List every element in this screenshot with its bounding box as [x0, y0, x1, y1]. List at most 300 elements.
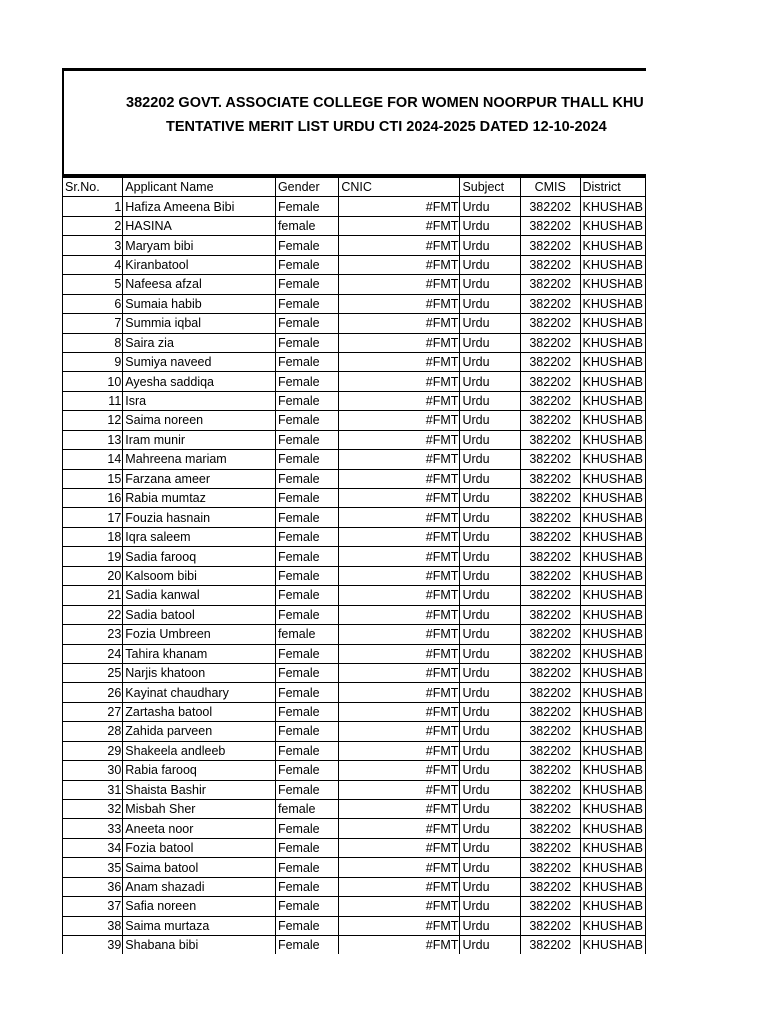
- cmis-cell: 382202: [520, 877, 580, 896]
- gender-cell: Female: [275, 547, 338, 566]
- cmis-cell: 382202: [520, 761, 580, 780]
- subject-cell: Urdu: [460, 372, 521, 391]
- cnic-cell: #FMT: [339, 469, 460, 488]
- district-cell: KHUSHAB: [580, 800, 646, 819]
- district-cell: KHUSHAB: [580, 916, 646, 935]
- district-cell: KHUSHAB: [580, 644, 646, 663]
- table-row: [63, 372, 646, 391]
- table-row: [63, 663, 646, 682]
- gender-cell: Female: [275, 314, 338, 333]
- gender-cell: Female: [275, 722, 338, 741]
- table-row: [63, 858, 646, 877]
- subject-cell: Urdu: [460, 780, 521, 799]
- column-header-subject: Subject: [460, 178, 521, 197]
- cmis-cell: 382202: [520, 508, 580, 527]
- applicant-name-cell: Anam shazadi: [123, 877, 276, 896]
- table-row: [63, 819, 646, 838]
- table-row: [63, 489, 646, 508]
- district-cell: KHUSHAB: [580, 333, 646, 352]
- gender-cell: Female: [275, 372, 338, 391]
- applicant-name-cell: Iram munir: [123, 430, 276, 449]
- cmis-cell: 382202: [520, 411, 580, 430]
- table-row: [63, 294, 646, 313]
- table-row: [63, 391, 646, 410]
- sr-no-cell: 13: [63, 430, 123, 449]
- applicant-name-cell: Fozia Umbreen: [123, 625, 276, 644]
- column-header-cnic: CNIC: [339, 178, 460, 197]
- table-row: [63, 838, 646, 857]
- sr-no-cell: 37: [63, 897, 123, 916]
- sr-no-cell: 27: [63, 702, 123, 721]
- cnic-cell: #FMT: [339, 489, 460, 508]
- subject-cell: Urdu: [460, 605, 521, 624]
- gender-cell: Female: [275, 605, 338, 624]
- cmis-cell: 382202: [520, 625, 580, 644]
- cmis-cell: 382202: [520, 391, 580, 410]
- table-row: [63, 352, 646, 371]
- table-row: [63, 625, 646, 644]
- gender-cell: Female: [275, 702, 338, 721]
- sr-no-cell: 5: [63, 275, 123, 294]
- cnic-cell: #FMT: [339, 411, 460, 430]
- subject-cell: Urdu: [460, 469, 521, 488]
- table-row: [63, 780, 646, 799]
- subject-cell: Urdu: [460, 566, 521, 585]
- subject-cell: Urdu: [460, 333, 521, 352]
- subject-cell: Urdu: [460, 722, 521, 741]
- district-cell: KHUSHAB: [580, 936, 646, 954]
- column-header-cmis: CMIS: [520, 178, 580, 197]
- table-row: [63, 197, 646, 216]
- sr-no-cell: 20: [63, 566, 123, 585]
- district-cell: KHUSHAB: [580, 294, 646, 313]
- cmis-cell: 382202: [520, 430, 580, 449]
- cmis-cell: 382202: [520, 586, 580, 605]
- cnic-cell: #FMT: [339, 391, 460, 410]
- district-cell: KHUSHAB: [580, 391, 646, 410]
- district-cell: KHUSHAB: [580, 508, 646, 527]
- cnic-cell: #FMT: [339, 663, 460, 682]
- gender-cell: female: [275, 216, 338, 235]
- gender-cell: Female: [275, 741, 338, 760]
- cmis-cell: 382202: [520, 858, 580, 877]
- applicant-name-cell: Misbah Sher: [123, 800, 276, 819]
- subject-cell: Urdu: [460, 216, 521, 235]
- cmis-cell: 382202: [520, 197, 580, 216]
- subject-cell: Urdu: [460, 644, 521, 663]
- district-cell: KHUSHAB: [580, 469, 646, 488]
- sr-no-cell: 17: [63, 508, 123, 527]
- cmis-cell: 382202: [520, 489, 580, 508]
- applicant-name-cell: Saira zia: [123, 333, 276, 352]
- sr-no-cell: 26: [63, 683, 123, 702]
- table-row: [63, 605, 646, 624]
- sr-no-cell: 25: [63, 663, 123, 682]
- table-row: [63, 936, 646, 954]
- cnic-cell: #FMT: [339, 216, 460, 235]
- cmis-cell: 382202: [520, 294, 580, 313]
- table-row: [63, 702, 646, 721]
- applicant-name-cell: Rabia mumtaz: [123, 489, 276, 508]
- sr-no-cell: 9: [63, 352, 123, 371]
- subject-cell: Urdu: [460, 489, 521, 508]
- sr-no-cell: 21: [63, 586, 123, 605]
- subject-cell: Urdu: [460, 683, 521, 702]
- sr-no-cell: 8: [63, 333, 123, 352]
- subject-cell: Urdu: [460, 391, 521, 410]
- district-cell: KHUSHAB: [580, 663, 646, 682]
- district-cell: KHUSHAB: [580, 819, 646, 838]
- applicant-name-cell: Nafeesa afzal: [123, 275, 276, 294]
- district-cell: KHUSHAB: [580, 372, 646, 391]
- cnic-cell: #FMT: [339, 372, 460, 391]
- sr-no-cell: 6: [63, 294, 123, 313]
- cnic-cell: #FMT: [339, 800, 460, 819]
- table-row: [63, 450, 646, 469]
- cmis-cell: 382202: [520, 372, 580, 391]
- district-cell: KHUSHAB: [580, 197, 646, 216]
- table-row: [63, 333, 646, 352]
- applicant-name-cell: Sadia batool: [123, 605, 276, 624]
- cmis-cell: 382202: [520, 469, 580, 488]
- gender-cell: Female: [275, 469, 338, 488]
- applicant-name-cell: Iqra saleem: [123, 527, 276, 546]
- subject-cell: Urdu: [460, 800, 521, 819]
- college-title: 382202 GOVT. ASSOCIATE COLLEGE FOR WOMEN NOORPUR THALL KHU: [126, 95, 644, 111]
- applicant-name-cell: Fozia batool: [123, 838, 276, 857]
- district-cell: KHUSHAB: [580, 586, 646, 605]
- district-cell: KHUSHAB: [580, 838, 646, 857]
- cnic-cell: #FMT: [339, 352, 460, 371]
- cmis-cell: 382202: [520, 255, 580, 274]
- applicant-name-cell: Sumiya naveed: [123, 352, 276, 371]
- applicant-name-cell: Saima batool: [123, 858, 276, 877]
- table-header-row: [63, 178, 646, 197]
- applicant-name-cell: Kayinat chaudhary: [123, 683, 276, 702]
- gender-cell: Female: [275, 663, 338, 682]
- cnic-cell: #FMT: [339, 644, 460, 663]
- cmis-cell: 382202: [520, 216, 580, 235]
- subject-cell: Urdu: [460, 663, 521, 682]
- table-row: [63, 741, 646, 760]
- sr-no-cell: 34: [63, 838, 123, 857]
- subject-cell: Urdu: [460, 275, 521, 294]
- subject-cell: Urdu: [460, 255, 521, 274]
- applicant-name-cell: Narjis khatoon: [123, 663, 276, 682]
- table-row: [63, 255, 646, 274]
- subject-cell: Urdu: [460, 450, 521, 469]
- subject-cell: Urdu: [460, 294, 521, 313]
- subject-cell: Urdu: [460, 702, 521, 721]
- cmis-cell: 382202: [520, 663, 580, 682]
- sr-no-cell: 24: [63, 644, 123, 663]
- subject-cell: Urdu: [460, 411, 521, 430]
- sr-no-cell: 11: [63, 391, 123, 410]
- subject-cell: Urdu: [460, 625, 521, 644]
- gender-cell: Female: [275, 489, 338, 508]
- district-cell: KHUSHAB: [580, 897, 646, 916]
- sr-no-cell: 10: [63, 372, 123, 391]
- cmis-cell: 382202: [520, 314, 580, 333]
- sr-no-cell: 14: [63, 450, 123, 469]
- cnic-cell: #FMT: [339, 877, 460, 896]
- cmis-cell: 382202: [520, 547, 580, 566]
- gender-cell: female: [275, 800, 338, 819]
- district-cell: KHUSHAB: [580, 489, 646, 508]
- sr-no-cell: 23: [63, 625, 123, 644]
- cnic-cell: #FMT: [339, 547, 460, 566]
- cnic-cell: #FMT: [339, 566, 460, 585]
- district-cell: KHUSHAB: [580, 430, 646, 449]
- district-cell: KHUSHAB: [580, 275, 646, 294]
- cmis-cell: 382202: [520, 333, 580, 352]
- cnic-cell: #FMT: [339, 197, 460, 216]
- subject-cell: Urdu: [460, 838, 521, 857]
- cmis-cell: 382202: [520, 566, 580, 585]
- sr-no-cell: 18: [63, 527, 123, 546]
- district-cell: KHUSHAB: [580, 236, 646, 255]
- gender-cell: Female: [275, 586, 338, 605]
- gender-cell: Female: [275, 838, 338, 857]
- cnic-cell: #FMT: [339, 819, 460, 838]
- cmis-cell: 382202: [520, 800, 580, 819]
- district-cell: KHUSHAB: [580, 683, 646, 702]
- gender-cell: Female: [275, 275, 338, 294]
- table-row: [63, 547, 646, 566]
- gender-cell: Female: [275, 411, 338, 430]
- applicant-name-cell: Zahida parveen: [123, 722, 276, 741]
- sr-no-cell: 30: [63, 761, 123, 780]
- cnic-cell: #FMT: [339, 897, 460, 916]
- sr-no-cell: 36: [63, 877, 123, 896]
- applicant-name-cell: Mahreena mariam: [123, 450, 276, 469]
- sr-no-cell: 3: [63, 236, 123, 255]
- cmis-cell: 382202: [520, 702, 580, 721]
- cnic-cell: #FMT: [339, 314, 460, 333]
- sr-no-cell: 38: [63, 916, 123, 935]
- sr-no-cell: 31: [63, 780, 123, 799]
- applicant-name-cell: Saima murtaza: [123, 916, 276, 935]
- cnic-cell: #FMT: [339, 936, 460, 954]
- applicant-name-cell: Tahira khanam: [123, 644, 276, 663]
- cnic-cell: #FMT: [339, 275, 460, 294]
- gender-cell: Female: [275, 352, 338, 371]
- gender-cell: Female: [275, 877, 338, 896]
- applicant-name-cell: Shabana bibi: [123, 936, 276, 954]
- subject-cell: Urdu: [460, 527, 521, 546]
- applicant-name-cell: Sadia farooq: [123, 547, 276, 566]
- subject-cell: Urdu: [460, 897, 521, 916]
- merit-table: [62, 177, 646, 954]
- cnic-cell: #FMT: [339, 605, 460, 624]
- gender-cell: Female: [275, 236, 338, 255]
- cnic-cell: #FMT: [339, 858, 460, 877]
- cmis-cell: 382202: [520, 605, 580, 624]
- district-cell: KHUSHAB: [580, 255, 646, 274]
- table-row: [63, 314, 646, 333]
- gender-cell: Female: [275, 780, 338, 799]
- sr-no-cell: 16: [63, 489, 123, 508]
- applicant-name-cell: Sadia kanwal: [123, 586, 276, 605]
- applicant-name-cell: Aneeta noor: [123, 819, 276, 838]
- district-cell: KHUSHAB: [580, 780, 646, 799]
- sr-no-cell: 22: [63, 605, 123, 624]
- cnic-cell: #FMT: [339, 722, 460, 741]
- gender-cell: Female: [275, 430, 338, 449]
- applicant-name-cell: Isra: [123, 391, 276, 410]
- cnic-cell: #FMT: [339, 761, 460, 780]
- gender-cell: Female: [275, 761, 338, 780]
- cmis-cell: 382202: [520, 527, 580, 546]
- subject-cell: Urdu: [460, 761, 521, 780]
- sr-no-cell: 39: [63, 936, 123, 954]
- gender-cell: female: [275, 625, 338, 644]
- district-cell: KHUSHAB: [580, 411, 646, 430]
- table-row: [63, 897, 646, 916]
- district-cell: KHUSHAB: [580, 566, 646, 585]
- subject-cell: Urdu: [460, 197, 521, 216]
- merit-list-sheet: [62, 68, 646, 954]
- cmis-cell: 382202: [520, 838, 580, 857]
- table-row: [63, 469, 646, 488]
- cmis-cell: 382202: [520, 722, 580, 741]
- sr-no-cell: 35: [63, 858, 123, 877]
- sr-no-cell: 19: [63, 547, 123, 566]
- cnic-cell: #FMT: [339, 255, 460, 274]
- cnic-cell: #FMT: [339, 527, 460, 546]
- sr-no-cell: 1: [63, 197, 123, 216]
- applicant-name-cell: Kalsoom bibi: [123, 566, 276, 585]
- table-row: [63, 683, 646, 702]
- district-cell: KHUSHAB: [580, 605, 646, 624]
- table-row: [63, 586, 646, 605]
- subject-cell: Urdu: [460, 858, 521, 877]
- cmis-cell: 382202: [520, 819, 580, 838]
- applicant-name-cell: Farzana ameer: [123, 469, 276, 488]
- gender-cell: Female: [275, 197, 338, 216]
- cmis-cell: 382202: [520, 644, 580, 663]
- applicant-name-cell: Safia noreen: [123, 897, 276, 916]
- table-row: [63, 236, 646, 255]
- subject-cell: Urdu: [460, 819, 521, 838]
- sr-no-cell: 33: [63, 819, 123, 838]
- cnic-cell: #FMT: [339, 333, 460, 352]
- cnic-cell: #FMT: [339, 294, 460, 313]
- column-header-gender: Gender: [275, 178, 338, 197]
- district-cell: KHUSHAB: [580, 314, 646, 333]
- table-row: [63, 566, 646, 585]
- gender-cell: Female: [275, 255, 338, 274]
- cmis-cell: 382202: [520, 236, 580, 255]
- gender-cell: Female: [275, 897, 338, 916]
- gender-cell: Female: [275, 566, 338, 585]
- applicant-name-cell: Summia iqbal: [123, 314, 276, 333]
- district-cell: KHUSHAB: [580, 702, 646, 721]
- gender-cell: Female: [275, 508, 338, 527]
- column-header-applicant-name: Applicant Name: [123, 178, 276, 197]
- gender-cell: Female: [275, 936, 338, 954]
- subject-cell: Urdu: [460, 877, 521, 896]
- sr-no-cell: 2: [63, 216, 123, 235]
- subject-cell: Urdu: [460, 936, 521, 954]
- table-row: [63, 527, 646, 546]
- cmis-cell: 382202: [520, 352, 580, 371]
- district-cell: KHUSHAB: [580, 722, 646, 741]
- cnic-cell: #FMT: [339, 702, 460, 721]
- gender-cell: Female: [275, 644, 338, 663]
- applicant-name-cell: Fouzia hasnain: [123, 508, 276, 527]
- district-cell: KHUSHAB: [580, 625, 646, 644]
- applicant-name-cell: Rabia farooq: [123, 761, 276, 780]
- table-body: [63, 197, 646, 954]
- column-header-sr-no: Sr.No.: [63, 178, 123, 197]
- cmis-cell: 382202: [520, 780, 580, 799]
- table-row: [63, 411, 646, 430]
- gender-cell: Female: [275, 819, 338, 838]
- district-cell: KHUSHAB: [580, 858, 646, 877]
- cmis-cell: 382202: [520, 741, 580, 760]
- cmis-cell: 382202: [520, 450, 580, 469]
- district-cell: KHUSHAB: [580, 352, 646, 371]
- gender-cell: Female: [275, 391, 338, 410]
- subject-cell: Urdu: [460, 508, 521, 527]
- table-row: [63, 216, 646, 235]
- cmis-cell: 382202: [520, 936, 580, 954]
- gender-cell: Female: [275, 916, 338, 935]
- cmis-cell: 382202: [520, 916, 580, 935]
- district-cell: KHUSHAB: [580, 877, 646, 896]
- applicant-name-cell: Saima noreen: [123, 411, 276, 430]
- table-row: [63, 761, 646, 780]
- sr-no-cell: 28: [63, 722, 123, 741]
- applicant-name-cell: Shaista Bashir: [123, 780, 276, 799]
- subject-cell: Urdu: [460, 916, 521, 935]
- gender-cell: Female: [275, 294, 338, 313]
- applicant-name-cell: Hafiza Ameena Bibi: [123, 197, 276, 216]
- district-cell: KHUSHAB: [580, 450, 646, 469]
- applicant-name-cell: HASINA: [123, 216, 276, 235]
- gender-cell: Female: [275, 527, 338, 546]
- applicant-name-cell: Sumaia habib: [123, 294, 276, 313]
- subject-cell: Urdu: [460, 547, 521, 566]
- sr-no-cell: 29: [63, 741, 123, 760]
- applicant-name-cell: Maryam bibi: [123, 236, 276, 255]
- subject-cell: Urdu: [460, 586, 521, 605]
- table-row: [63, 877, 646, 896]
- sr-no-cell: 32: [63, 800, 123, 819]
- gender-cell: Female: [275, 858, 338, 877]
- subject-cell: Urdu: [460, 430, 521, 449]
- table-row: [63, 916, 646, 935]
- cnic-cell: #FMT: [339, 916, 460, 935]
- cnic-cell: #FMT: [339, 508, 460, 527]
- district-cell: KHUSHAB: [580, 216, 646, 235]
- column-header-district: District: [580, 178, 646, 197]
- cnic-cell: #FMT: [339, 430, 460, 449]
- cnic-cell: #FMT: [339, 838, 460, 857]
- cnic-cell: #FMT: [339, 586, 460, 605]
- cnic-cell: #FMT: [339, 780, 460, 799]
- cmis-cell: 382202: [520, 683, 580, 702]
- subject-cell: Urdu: [460, 352, 521, 371]
- district-cell: KHUSHAB: [580, 761, 646, 780]
- gender-cell: Female: [275, 683, 338, 702]
- subject-cell: Urdu: [460, 236, 521, 255]
- merit-list-title: TENTATIVE MERIT LIST URDU CTI 2024-2025 DATED 12-10-2024: [166, 119, 607, 135]
- district-cell: KHUSHAB: [580, 527, 646, 546]
- district-cell: KHUSHAB: [580, 741, 646, 760]
- sr-no-cell: 12: [63, 411, 123, 430]
